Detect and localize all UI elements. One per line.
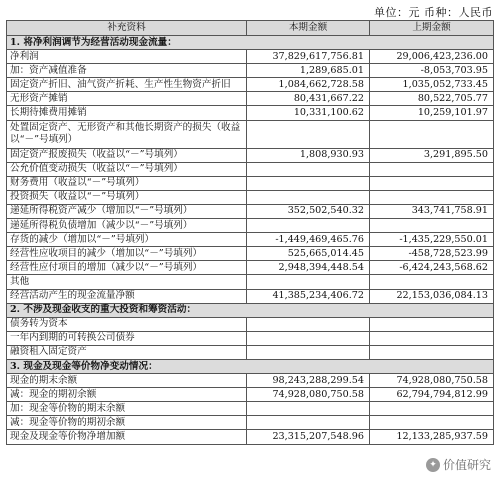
table-row (7, 430, 494, 444)
section-header-row (7, 303, 494, 317)
current-amount (247, 345, 370, 359)
prior-amount: 74,928,080,750.58 (370, 374, 494, 388)
current-amount (247, 416, 370, 430)
current-amount: 37,829,617,756.81 (247, 50, 370, 64)
prior-amount: 1,035,052,733.45 (370, 78, 494, 92)
current-amount: 1,289,685.01 (247, 64, 370, 78)
current-amount: 41,385,234,406.72 (247, 289, 370, 303)
table-row (7, 416, 494, 430)
row-label: 现金的期末余额 (7, 374, 247, 388)
current-amount: 352,502,540.32 (247, 204, 370, 218)
prior-amount (370, 331, 494, 345)
row-label: 处置固定资产、无形资产和其他长期资产的损失（收益以“－”号填列） (7, 120, 247, 148)
row-label: 一年内到期的可转换公司债券 (7, 331, 247, 345)
prior-amount (370, 219, 494, 233)
current-amount: 2,948,394,448.54 (247, 261, 370, 275)
row-label: 投资损失（收益以“－”号填列） (7, 190, 247, 204)
prior-amount (370, 416, 494, 430)
table-row (7, 148, 494, 162)
current-amount: -1,449,469,465.76 (247, 233, 370, 247)
table-row (7, 345, 494, 359)
section-title: 3. 现金及现金等价物净变动情况： (7, 359, 494, 373)
prior-amount: 3,291,895.50 (370, 148, 494, 162)
current-amount (247, 402, 370, 416)
table-row (7, 92, 494, 106)
watermark-text: 价值研究 (442, 458, 491, 472)
current-amount: 23,315,207,548.96 (247, 430, 370, 444)
current-amount: 10,331,100.62 (247, 106, 370, 120)
table-row (7, 176, 494, 190)
prior-amount: 62,794,794,812.99 (370, 388, 494, 402)
table-row (7, 402, 494, 416)
header-current: 本期金额 (247, 21, 370, 36)
prior-amount (370, 402, 494, 416)
current-amount: 80,431,667.22 (247, 92, 370, 106)
row-label: 公允价值变动损失（收益以“－”号填列） (7, 162, 247, 176)
table-row (7, 64, 494, 78)
prior-amount: 12,133,285,937.59 (370, 430, 494, 444)
current-amount (247, 275, 370, 289)
prior-amount: 22,153,036,084.13 (370, 289, 494, 303)
row-label: 债务转为资本 (7, 317, 247, 331)
table-row (7, 289, 494, 303)
table-row (7, 50, 494, 64)
prior-amount: 80,522,705.77 (370, 92, 494, 106)
unit-currency-line: 单位：元 币种：人民币 (374, 6, 493, 19)
prior-amount (370, 162, 494, 176)
row-label: 加：资产减值准备 (7, 64, 247, 78)
table-row (7, 247, 494, 261)
row-label: 递延所得税负债增加（减少以“－”号填列） (7, 219, 247, 233)
prior-amount (370, 120, 494, 148)
prior-amount (370, 317, 494, 331)
table-row (7, 162, 494, 176)
row-label: 固定资产报废损失（收益以“－”号填列） (7, 148, 247, 162)
row-label: 财务费用（收益以“－”号填列） (7, 176, 247, 190)
current-amount: 74,928,080,750.58 (247, 388, 370, 402)
prior-amount: -1,435,229,550.01 (370, 233, 494, 247)
row-label: 减：现金的期初余额 (7, 388, 247, 402)
table-row (7, 261, 494, 275)
prior-amount (370, 176, 494, 190)
prior-amount (370, 345, 494, 359)
prior-amount (370, 190, 494, 204)
row-label: 经营性应付项目的增加（减少以“－”号填列） (7, 261, 247, 275)
current-amount (247, 219, 370, 233)
current-amount (247, 176, 370, 190)
row-label: 其他 (7, 275, 247, 289)
row-label: 加：现金等价物的期末余额 (7, 402, 247, 416)
current-amount: 525,665,014.45 (247, 247, 370, 261)
wechat-channel-icon: ✦ (426, 458, 440, 472)
table-row (7, 204, 494, 218)
prior-amount: -8,053,703.95 (370, 64, 494, 78)
table-header-row (7, 21, 494, 36)
row-label: 存货的减少（增加以“－”号填列） (7, 233, 247, 247)
table-row (7, 190, 494, 204)
row-label: 经营活动产生的现金流量净额 (7, 289, 247, 303)
section-title: 1. 将净利润调节为经营活动现金流量： (7, 36, 494, 50)
row-label: 固定资产折旧、油气资产折耗、生产性生物资产折旧 (7, 78, 247, 92)
header-prior: 上期金额 (370, 21, 494, 36)
table-row (7, 331, 494, 345)
watermark (426, 456, 491, 473)
section-header-row (7, 359, 494, 373)
row-label: 递延所得税资产减少（增加以“－”号填列） (7, 204, 247, 218)
section-title: 2. 不涉及现金收支的重大投资和筹资活动： (7, 303, 494, 317)
row-label: 经营性应收项目的减少（增加以“－”号填列） (7, 247, 247, 261)
table-body (7, 36, 494, 445)
row-label: 现金及现金等价物净增加额 (7, 430, 247, 444)
supplementary-cashflow-table (6, 20, 494, 445)
prior-amount (370, 275, 494, 289)
prior-amount: -458,728,523.99 (370, 247, 494, 261)
row-label: 减：现金等价物的期初余额 (7, 416, 247, 430)
prior-amount: 10,259,101.97 (370, 106, 494, 120)
row-label: 净利润 (7, 50, 247, 64)
current-amount: 1,808,930.93 (247, 148, 370, 162)
header-item: 补充资料 (7, 21, 247, 36)
table-row (7, 120, 494, 148)
current-amount (247, 162, 370, 176)
prior-amount: -6,424,243,568.62 (370, 261, 494, 275)
table-row (7, 106, 494, 120)
row-label: 无形资产摊销 (7, 92, 247, 106)
current-amount (247, 331, 370, 345)
row-label: 长期待摊费用摊销 (7, 106, 247, 120)
table-row (7, 317, 494, 331)
table-row (7, 388, 494, 402)
current-amount (247, 190, 370, 204)
table-row (7, 219, 494, 233)
current-amount (247, 317, 370, 331)
current-amount (247, 120, 370, 148)
table-row (7, 374, 494, 388)
table-row (7, 275, 494, 289)
table-row (7, 233, 494, 247)
current-amount: 98,243,288,299.54 (247, 374, 370, 388)
section-header-row (7, 36, 494, 50)
prior-amount: 29,006,423,236.00 (370, 50, 494, 64)
current-amount: 1,084,662,728.58 (247, 78, 370, 92)
row-label: 融资租入固定资产 (7, 345, 247, 359)
prior-amount: 343,741,758.91 (370, 204, 494, 218)
table-row (7, 78, 494, 92)
